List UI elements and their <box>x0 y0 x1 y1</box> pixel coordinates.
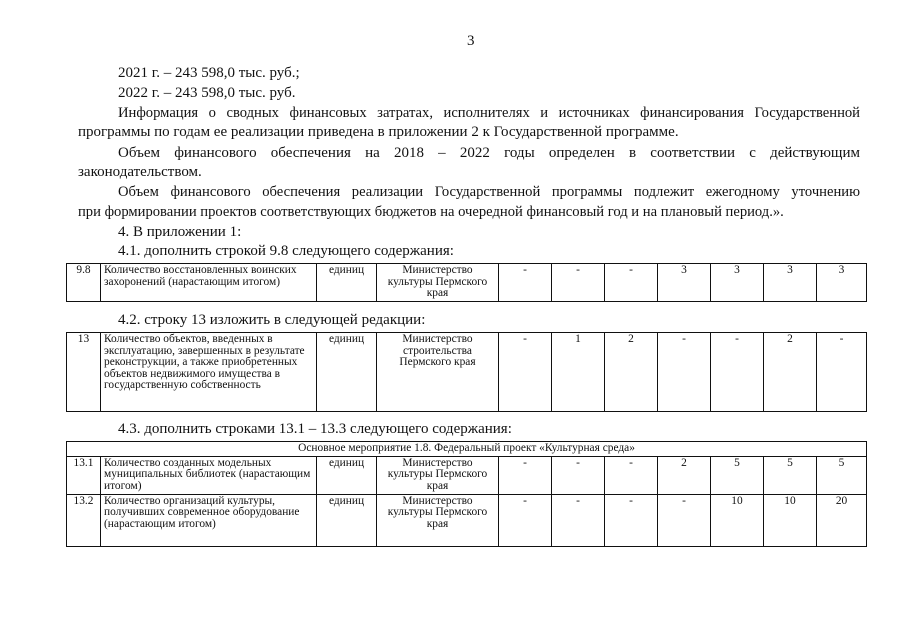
unit: единиц <box>317 494 377 546</box>
item-4-3: 4.3. дополнить строками 13.1 – 13.3 следующего содержания: <box>118 421 512 437</box>
row-number: 13.1 <box>67 456 101 494</box>
indicator-name: Количество объектов, введенных в эксплуатацию, завершенных в результате реконструкции, а также приобретенных объектов недвижимого имущества в государственную собственность <box>101 333 317 412</box>
value-5: - <box>711 333 764 412</box>
table-row-9-8 <box>66 263 867 302</box>
item-4: 4. В приложении 1: <box>118 224 242 240</box>
row-number: 13.2 <box>67 494 101 546</box>
value-4: - <box>658 333 711 412</box>
paragraph-annual-line1: Объем финансового обеспечения реализации Государственной программы подлежит ежегодному уточнению <box>118 184 860 200</box>
value-7: - <box>817 333 867 412</box>
value-7: 5 <box>817 456 867 494</box>
executor: Министерство культуры Пермского края <box>377 456 499 494</box>
indicator-name: Количество восстановленных воинских захоронений (нарастающим итогом) <box>101 264 317 302</box>
unit: единиц <box>317 264 377 302</box>
value-1: - <box>499 264 552 302</box>
indicator-name: Количество организаций культуры, получивших современное оборудование (нарастающим итогом) <box>101 494 317 546</box>
value-4: - <box>658 494 711 546</box>
executor: Министерство строительства Пермского края <box>377 333 499 412</box>
table-row-13 <box>66 332 867 412</box>
unit: единиц <box>317 333 377 412</box>
value-3: 2 <box>605 333 658 412</box>
item-4-2: 4.2. строку 13 изложить в следующей редакции: <box>118 312 426 328</box>
paragraph-2021: 2021 г. – 243 598,0 тыс. руб.; <box>118 65 300 81</box>
value-1: - <box>499 456 552 494</box>
activity-header: Основное мероприятие 1.8. Федеральный проект «Культурная среда» <box>67 442 867 457</box>
value-2: - <box>552 456 605 494</box>
value-6: 3 <box>764 264 817 302</box>
value-5: 10 <box>711 494 764 546</box>
value-7: 3 <box>817 264 867 302</box>
paragraph-volume-line1: Объем финансового обеспечения на 2018 – 2022 годы определен в соответствии с действующим <box>118 145 860 161</box>
value-3: - <box>605 494 658 546</box>
page-number: 3 <box>467 33 475 49</box>
value-2: 1 <box>552 333 605 412</box>
executor: Министерство культуры Пермского края <box>377 494 499 546</box>
paragraph-2022: 2022 г. – 243 598,0 тыс. руб. <box>118 85 296 101</box>
table-row <box>67 494 867 546</box>
value-6: 2 <box>764 333 817 412</box>
paragraph-volume-line2: законодательством. <box>78 164 202 180</box>
value-5: 5 <box>711 456 764 494</box>
row-number: 9.8 <box>67 264 101 302</box>
unit: единиц <box>317 456 377 494</box>
row-number: 13 <box>67 333 101 412</box>
value-2: - <box>552 494 605 546</box>
item-4-1: 4.1. дополнить строкой 9.8 следующего содержания: <box>118 243 454 259</box>
table-row <box>67 264 867 302</box>
paragraph-annual-line2: при формировании проектов соответствующих бюджетов на очередной финансовый год и на плановый период.». <box>78 204 784 220</box>
value-5: 3 <box>711 264 764 302</box>
value-1: - <box>499 333 552 412</box>
table-header-row <box>67 442 867 457</box>
table-rows-13-1-13-3 <box>66 441 867 547</box>
paragraph-info-line2: программы по годам ее реализации приведена в приложении 2 к Государственной программе. <box>78 124 679 140</box>
value-2: - <box>552 264 605 302</box>
paragraph-info-line1: Информация о сводных финансовых затратах, исполнителях и источниках финансирования Государственной <box>118 105 860 121</box>
table-row <box>67 333 867 412</box>
table-row <box>67 456 867 494</box>
value-3: - <box>605 456 658 494</box>
value-3: - <box>605 264 658 302</box>
value-4: 3 <box>658 264 711 302</box>
value-6: 10 <box>764 494 817 546</box>
value-1: - <box>499 494 552 546</box>
value-6: 5 <box>764 456 817 494</box>
value-4: 2 <box>658 456 711 494</box>
value-7: 20 <box>817 494 867 546</box>
indicator-name: Количество созданных модельных муниципальных библиотек (нарастающим итогом) <box>101 456 317 494</box>
executor: Министерство культуры Пермского края <box>377 264 499 302</box>
